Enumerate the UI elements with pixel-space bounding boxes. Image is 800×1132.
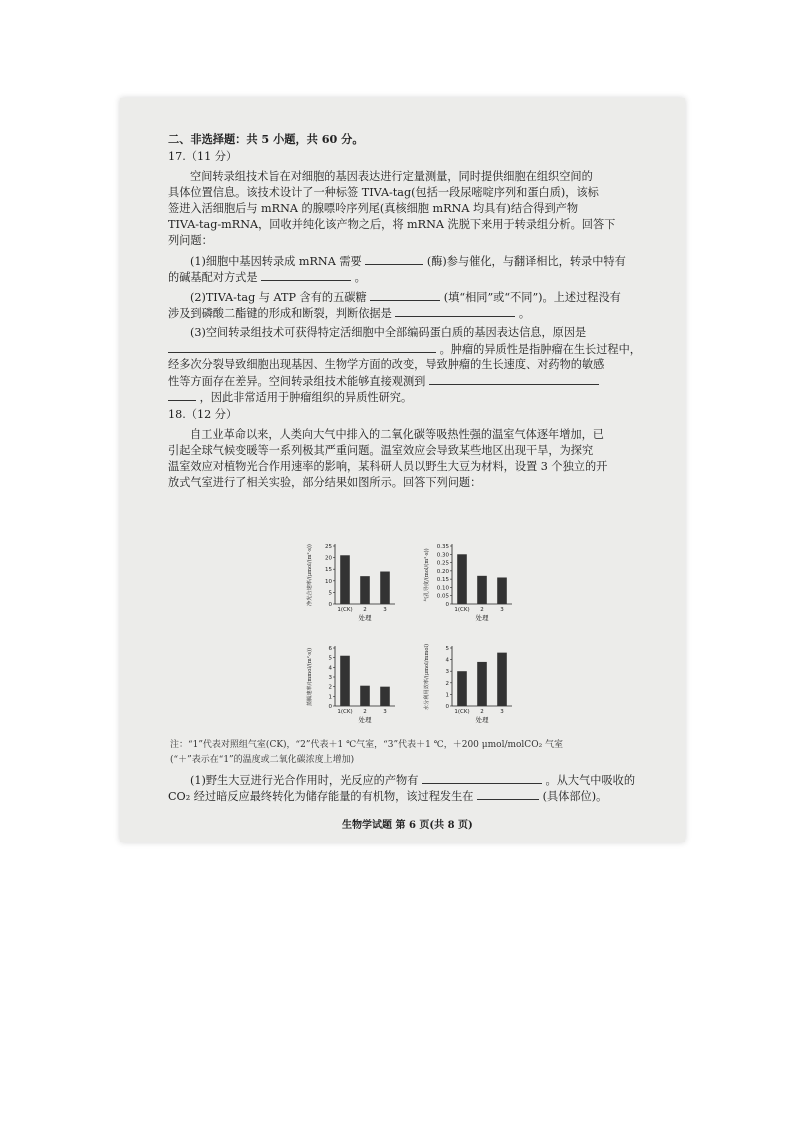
y-tick-label: 0.25 (436, 560, 449, 567)
q17-p2-text: (2)TIVA-tag 与 ATP 含有的五碳糖 (190, 291, 367, 304)
y-tick-label: 0.10 (436, 585, 449, 592)
q18-p1-text: CO₂ 经过暗反应最终转化为储存能量的有机物，该过程发生在 (168, 790, 474, 803)
y-tick-label: 5 (328, 655, 332, 662)
bar (457, 554, 467, 604)
y-tick-label: 0.20 (436, 568, 449, 575)
q17-p2-text: (填“相同”或“不同”)。上述过程没有 (443, 291, 621, 304)
q17-p2-text: 。 (518, 307, 531, 320)
bar (457, 671, 467, 706)
y-tick-label: 0 (328, 602, 332, 608)
q17-part3-line: 经多次分裂导致细胞出现基因、生物学方面的改变，导致肿瘤的生长速度、对药物的敏感 (168, 358, 605, 371)
y-tick-label: 0.05 (436, 593, 449, 600)
q17-intro-line: 具体位置信息。该技术设计了一种标签 TIVA-tag(包括一段尿嘧啶序列和蛋白质)，该标 (168, 186, 599, 199)
q17-part3: (3)空间转录组技术可获得特定活细胞中全部编码蛋白质的基因表达信息，原因是 (190, 326, 587, 339)
x-tick-label: 3 (383, 709, 387, 715)
answer-blank[interactable] (477, 788, 539, 800)
answer-blank[interactable] (168, 389, 196, 401)
bar (477, 576, 487, 604)
bar (497, 577, 507, 604)
answer-blank[interactable] (429, 373, 599, 385)
y-tick-label: 0.30 (436, 552, 449, 559)
y-tick-label: 6 (328, 646, 332, 652)
q17-part3-line (168, 389, 412, 405)
q17-part3-cont (168, 341, 641, 357)
x-tick-label: 3 (500, 607, 504, 613)
q18-intro-line: 放式气室进行了相关实验，部分结果如图所示。回答下列问题： (168, 476, 482, 489)
q17-part3-line (168, 373, 599, 389)
y-axis-label: 气孔导度/(mol/(m²·s)) (424, 548, 430, 602)
y-tick-label: 0 (445, 704, 449, 710)
x-tick-label: 3 (383, 607, 387, 613)
q17-number: 17.（11 分） (168, 150, 238, 163)
q17-intro-line: 签进入活细胞后与 mRNA 的腺嘌呤序列尾(真核细胞 mRNA 均具有)结合得到产物 (168, 202, 579, 215)
y-tick-label: 1 (445, 692, 449, 699)
q18-p1-text: (1)野生大豆进行光合作用时，光反应的产物有 (190, 774, 419, 787)
q18-intro-line: 自工业革命以来，人类向大气中排入的二氧化碳等吸热性强的温室气体逐年增加，已 (190, 428, 604, 441)
bar-chart-svg (420, 538, 520, 628)
chart-transpiration-rate (303, 640, 403, 734)
x-tick-label: 2 (363, 607, 367, 613)
chart-water-use-efficiency (420, 640, 520, 734)
q17-p2-text: 涉及到磷酸二酯键的形成和断裂，判断依据是 (168, 307, 392, 320)
y-tick-label: 3 (328, 675, 332, 681)
answer-blank[interactable] (422, 772, 542, 784)
bar-chart-svg (303, 538, 403, 628)
q17-p3-text: 性等方面存在差异。空间转录组技术能够直接观测到 (168, 375, 426, 388)
y-tick-label: 2 (328, 684, 332, 691)
y-tick-label: 20 (325, 555, 332, 562)
y-tick-label: 0 (328, 704, 332, 710)
answer-blank[interactable] (168, 341, 436, 353)
y-axis-label: 水分利用效率/(μmol/mmol) (424, 643, 430, 711)
x-tick-label: 1(CK) (337, 709, 353, 715)
y-axis-label: 净光合速率/(μmol/(m²·s)) (307, 544, 313, 606)
answer-blank[interactable] (261, 269, 351, 281)
x-tick-label: 2 (480, 607, 484, 613)
bar (340, 555, 350, 604)
answer-blank[interactable] (365, 253, 423, 265)
y-tick-label: 0.35 (436, 544, 449, 550)
chart-net-photosynthesis (303, 538, 403, 632)
y-tick-label: 25 (325, 544, 332, 550)
q17-p1-text: 的碱基配对方式是 (168, 271, 258, 284)
bar (497, 653, 507, 706)
y-tick-label: 5 (328, 590, 332, 597)
page-footer: 生物学试题 第 6 页(共 8 页) (342, 820, 473, 831)
q18-p1-text: 。从大气中吸收的 (545, 774, 636, 787)
bar-chart-svg (420, 640, 520, 730)
q17-part2-cont (168, 305, 530, 321)
section-header: 二、非选择题：共 5 小题，共 60 分。 (168, 132, 364, 146)
x-axis-label: 处理 (475, 614, 489, 622)
y-tick-label: 2 (445, 680, 449, 687)
answer-blank[interactable] (370, 289, 440, 301)
y-tick-label: 0.15 (436, 577, 449, 584)
bar (380, 572, 390, 604)
bar (380, 687, 390, 706)
q17-part1 (190, 253, 626, 269)
bar (360, 576, 370, 604)
x-tick-label: 1(CK) (454, 709, 470, 715)
y-tick-label: 3 (445, 669, 449, 676)
q18-p1-text: (具体部位)。 (542, 790, 608, 803)
y-tick-label: 4 (328, 665, 332, 672)
bar (477, 662, 487, 706)
exam-page (120, 98, 685, 842)
q17-intro-line: 列问题： (168, 234, 213, 247)
q17-p1-text: 。 (354, 271, 366, 284)
x-tick-label: 3 (500, 709, 504, 715)
q17-p1-text: (酶)参与催化，与翻译相比，转录中特有 (426, 255, 626, 268)
chart-stomatal-conductance (420, 538, 520, 632)
q18-number: 18.（12 分） (168, 408, 238, 421)
y-tick-label: 5 (445, 646, 449, 652)
y-tick-label: 4 (445, 657, 449, 664)
q17-p3-text: ，因此非常适用于肿瘤组织的异质性研究。 (199, 391, 413, 404)
bar (340, 656, 350, 706)
y-tick-label: 15 (325, 567, 332, 574)
q18-intro-line: 温室效应对植物光合作用速率的影响，某科研人员以野生大豆为材料，设置 3 个独立的开 (168, 460, 608, 473)
x-axis-label: 处理 (475, 716, 489, 724)
x-tick-label: 1(CK) (454, 607, 470, 613)
y-tick-label: 1 (328, 694, 332, 701)
x-axis-label: 处理 (358, 614, 372, 622)
q17-part2 (190, 289, 621, 305)
x-axis-label: 处理 (358, 716, 372, 724)
q18-part1 (190, 772, 635, 788)
q17-intro-line: 空间转录组技术旨在对细胞的基因表达进行定量测量，同时提供细胞在组织空间的 (190, 170, 593, 183)
figure-note: (“＋”表示在“1”的温度或二氧化碳浓度上增加) (170, 755, 355, 765)
x-tick-label: 2 (363, 709, 367, 715)
bar (360, 686, 370, 706)
y-axis-label: 蒸腾速率/(mmol/(m²·s)) (307, 647, 313, 707)
q17-p1-text: (1)细胞中基因转录成 mRNA 需要 (190, 255, 362, 268)
q18-intro-line: 引起全球气候变暖等一系列极其严重问题。温室效应会导致某些地区出现干旱，为探究 (168, 444, 594, 457)
y-tick-label: 10 (325, 578, 332, 585)
q17-part1-cont (168, 269, 366, 285)
q17-intro-line: TIVA-tag-mRNA，回收并纯化该产物之后，将 mRNA 洗脱下来用于转录组分析。回答下 (168, 218, 616, 231)
q18-part1-cont (168, 788, 607, 804)
x-tick-label: 2 (480, 709, 484, 715)
y-tick-label: 0 (445, 602, 449, 608)
answer-blank[interactable] (395, 305, 515, 317)
x-tick-label: 1(CK) (337, 607, 353, 613)
bar-chart-svg (303, 640, 403, 730)
figure-note: 注：“1”代表对照组气室(CK)，“2”代表＋1 ℃气室，“3”代表＋1 ℃，＋200 μmol/molCO₂ 气室 (170, 740, 564, 750)
q17-p3-text: 。肿瘤的异质性是指肿瘤在生长过程中， (439, 343, 641, 356)
